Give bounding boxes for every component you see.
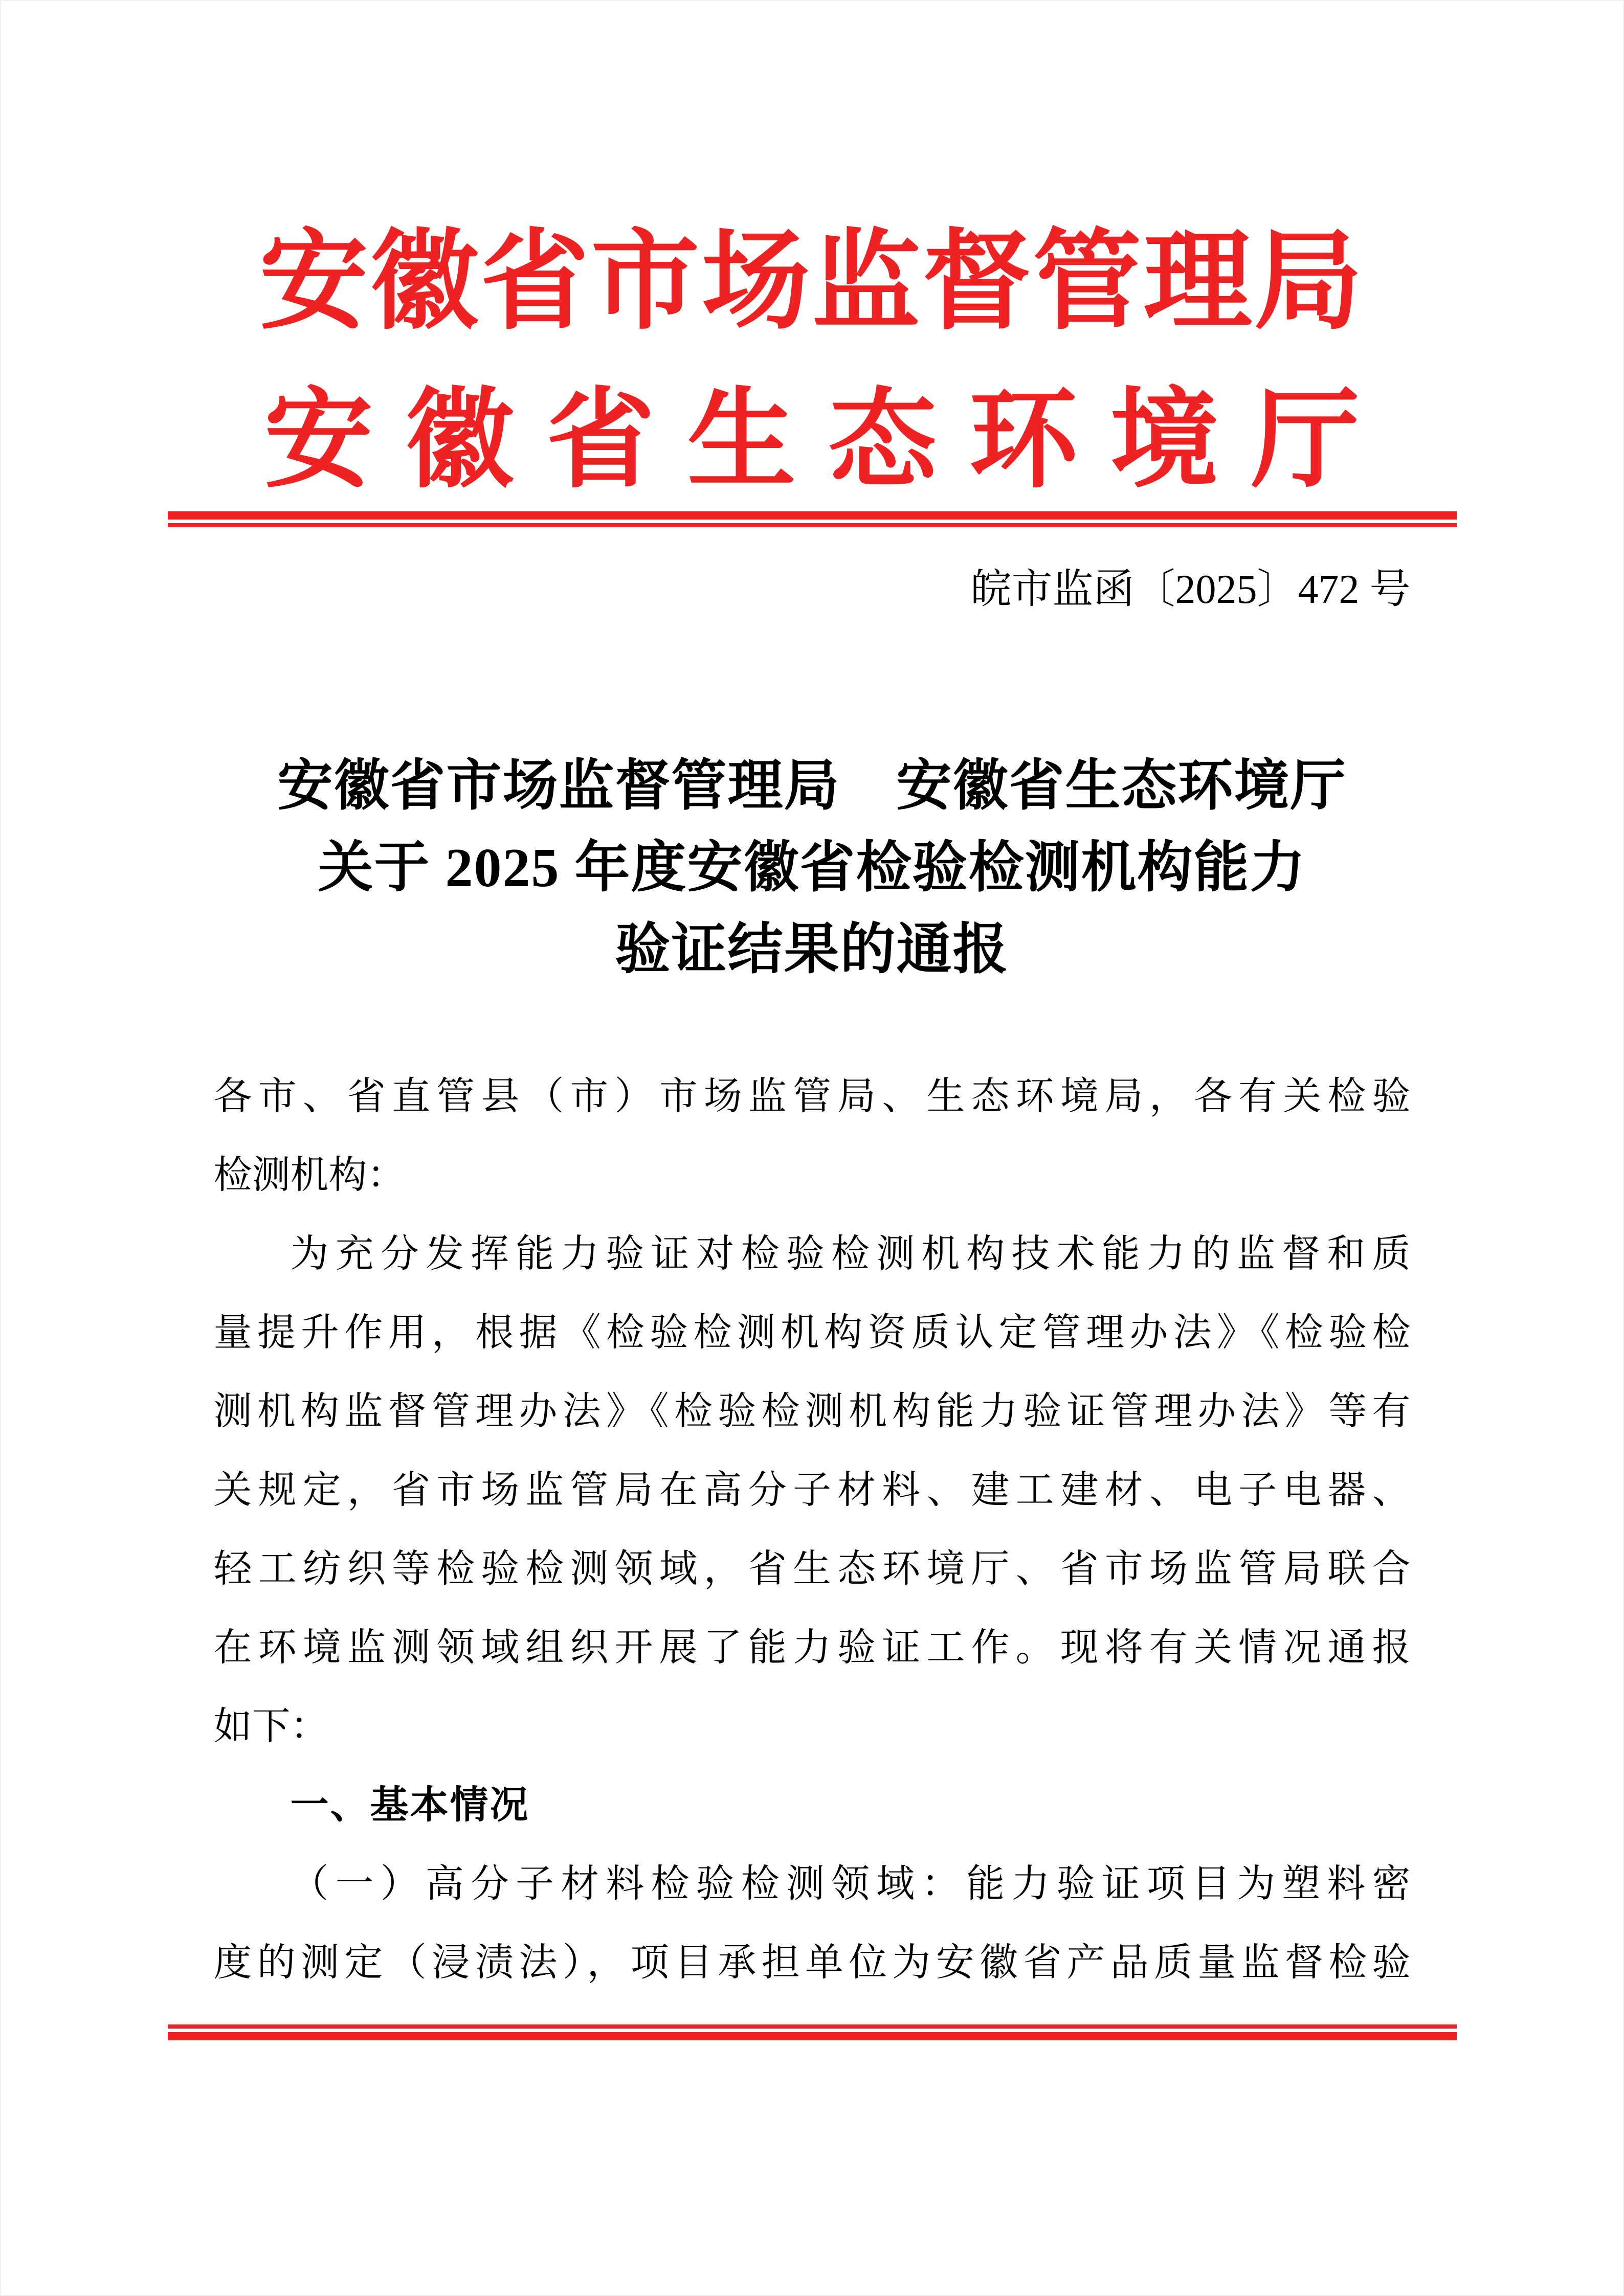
body-line: 一、基本情况 (290, 1784, 530, 1827)
red-separator-bottom-gap (168, 2029, 1457, 2032)
document-title (1, 746, 1623, 991)
red-separator-bottom-thick-line (168, 2032, 1457, 2040)
body-line: 轻工纺织等检验检测领域，省生态环境厅、省市场监管局联合 (213, 1548, 1411, 1590)
body-line: 检测机构： (213, 1154, 406, 1197)
agency-name-line1: 安徽省市场监督管理局 (259, 222, 1365, 342)
body-line: 测机构监督管理办法》《检验检测机构能力验证管理办法》等有 (213, 1390, 1411, 1433)
body-text (214, 1057, 1411, 2002)
body-line: 各市、省直管县（市）市场监管局、生态环境局，各有关检验 (213, 1075, 1411, 1118)
body-line: 为充分发挥能力验证对检验检测机构技术能力的监督和质 (290, 1233, 1411, 1275)
red-separator-top (168, 511, 1457, 527)
red-separator-bottom-thin-line (168, 2024, 1457, 2029)
agency-name-line2: 安徽省生态环境厅 (264, 380, 1392, 501)
red-separator-bottom (168, 2024, 1457, 2040)
red-separator-top-thin-line (168, 523, 1457, 527)
red-separator-top-gap (168, 520, 1457, 523)
body-line: 在环境监测领域组织开展了能力验证工作。现将有关情况通报 (213, 1627, 1411, 1669)
body-line: （一）高分子材料检验检测领域：能力验证项目为塑料密 (290, 1863, 1411, 1905)
red-letterhead (1, 1, 1623, 502)
body-line: 度的测定（浸渍法），项目承担单位为安徽省产品质量监督检验 (213, 1942, 1411, 1984)
document-title-line2: 关于 2025 年度安徽省检验检测机构能力 (318, 838, 1306, 898)
document-title-line1: 安徽省市场监督管理局 安徽省生态环境厅 (277, 756, 1347, 817)
red-separator-top-thick-line (168, 511, 1457, 520)
body-line: 如下： (213, 1705, 329, 1748)
document-number: 皖市监函〔2025〕472 号 (970, 567, 1411, 612)
body-line: 关规定，省市场监管局在高分子材料、建工建材、电子电器、 (213, 1469, 1411, 1512)
document-title-line3: 验证结果的通报 (615, 919, 1009, 980)
body-line: 量提升作用，根据《检验检测机构资质认定管理办法》《检验检 (213, 1312, 1411, 1354)
